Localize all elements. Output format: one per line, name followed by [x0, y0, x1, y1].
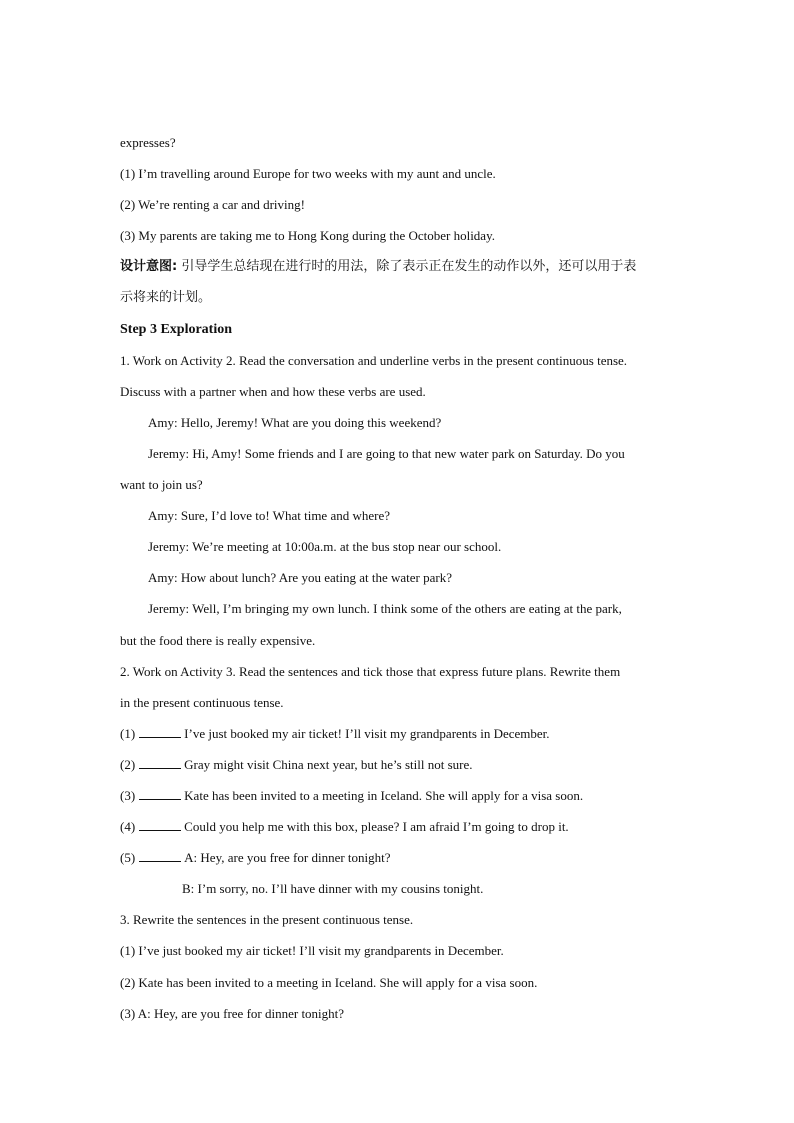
- answer-blank[interactable]: [139, 851, 181, 862]
- dialogue-line: Jeremy: Hi, Amy! Some friends and I are going to that new water park on Saturday. Do you: [148, 445, 625, 461]
- dialogue-line-continued: want to join us?: [120, 477, 203, 493]
- dialogue-line: Amy: Sure, I’d love to! What time and where?: [148, 508, 390, 524]
- design-intent-line-1: [120, 251, 680, 282]
- rewrite-item-1: (1) I’ve just booked my air ticket! I’ll visit my grandparents in December.: [120, 943, 504, 959]
- item-number: (4): [120, 819, 136, 835]
- design-intent-text: 引导学生总结现在进行时的用法，除了表示正在发生的动作以外，还可以用于表: [177, 259, 637, 275]
- example-sentence-3: (3) My parents are taking me to Hong Kong during the October holiday.: [120, 228, 495, 244]
- example-sentence-2: (2) We’re renting a car and driving!: [120, 197, 305, 213]
- answer-blank[interactable]: [139, 758, 181, 769]
- item-text: I’ve just booked my air ticket! I’ll visit my grandparents in December.: [184, 725, 550, 741]
- tick-item-1: [120, 718, 680, 749]
- dialogue-line: Jeremy: We’re meeting at 10:00a.m. at the bus stop near our school.: [148, 539, 502, 555]
- item-number: (2): [120, 756, 136, 772]
- dialogue-line: Amy: How about lunch? Are you eating at the water park?: [148, 570, 452, 586]
- item-number: (5): [120, 850, 136, 866]
- tick-item-3: [120, 780, 680, 811]
- task-2-line-2: in the present continuous tense.: [120, 694, 284, 710]
- item-text: Kate has been invited to a meeting in Iceland. She will apply for a visa soon.: [184, 787, 584, 803]
- tick-item-2: [120, 749, 680, 780]
- task-1-line-2: Discuss with a partner when and how these verbs are used.: [120, 383, 426, 399]
- design-intent-line-2: 示将来的计划。: [120, 290, 212, 306]
- task-3-line: 3. Rewrite the sentences in the present continuous tense.: [120, 912, 414, 928]
- design-intent-label: 设计意图:: [120, 259, 178, 275]
- tick-item-5-reply: B: I’m sorry, no. I’ll have dinner with my cousins tonight.: [182, 881, 484, 897]
- example-sentence-1: (1) I’m travelling around Europe for two weeks with my aunt and uncle.: [120, 166, 496, 182]
- text-line: expresses?: [120, 135, 176, 150]
- rewrite-item-3: (3) A: Hey, are you free for dinner tonight?: [120, 1005, 345, 1021]
- task-2-line-1: 2. Work on Activity 3. Read the sentences and tick those that express future plans. Rewrite them: [120, 663, 621, 679]
- tick-item-5: [120, 842, 680, 873]
- item-text: Gray might visit China next year, but he’s still not sure.: [184, 756, 473, 772]
- task-1-line-1: 1. Work on Activity 2. Read the conversation and underline verbs in the present continuous tense.: [120, 352, 628, 368]
- dialogue-line: Jeremy: Well, I’m bringing my own lunch. I think some of the others are eating at the park,: [148, 601, 622, 617]
- section-heading: Step 3 Exploration: [120, 321, 233, 337]
- answer-blank[interactable]: [139, 727, 181, 738]
- answer-blank[interactable]: [139, 789, 181, 800]
- item-text: Could you help me with this box, please? I am afraid I’m going to drop it.: [184, 819, 569, 835]
- item-text: A: Hey, are you free for dinner tonight?: [184, 850, 391, 866]
- item-number: (1): [120, 725, 136, 741]
- item-number: (3): [120, 787, 136, 803]
- dialogue-line-continued: but the food there is really expensive.: [120, 632, 316, 648]
- answer-blank[interactable]: [139, 820, 181, 831]
- tick-item-4: [120, 811, 680, 842]
- document-page: [120, 127, 680, 1029]
- dialogue-line: Amy: Hello, Jeremy! What are you doing this weekend?: [148, 414, 442, 430]
- rewrite-item-2: (2) Kate has been invited to a meeting in Iceland. She will apply for a visa soon.: [120, 974, 538, 990]
